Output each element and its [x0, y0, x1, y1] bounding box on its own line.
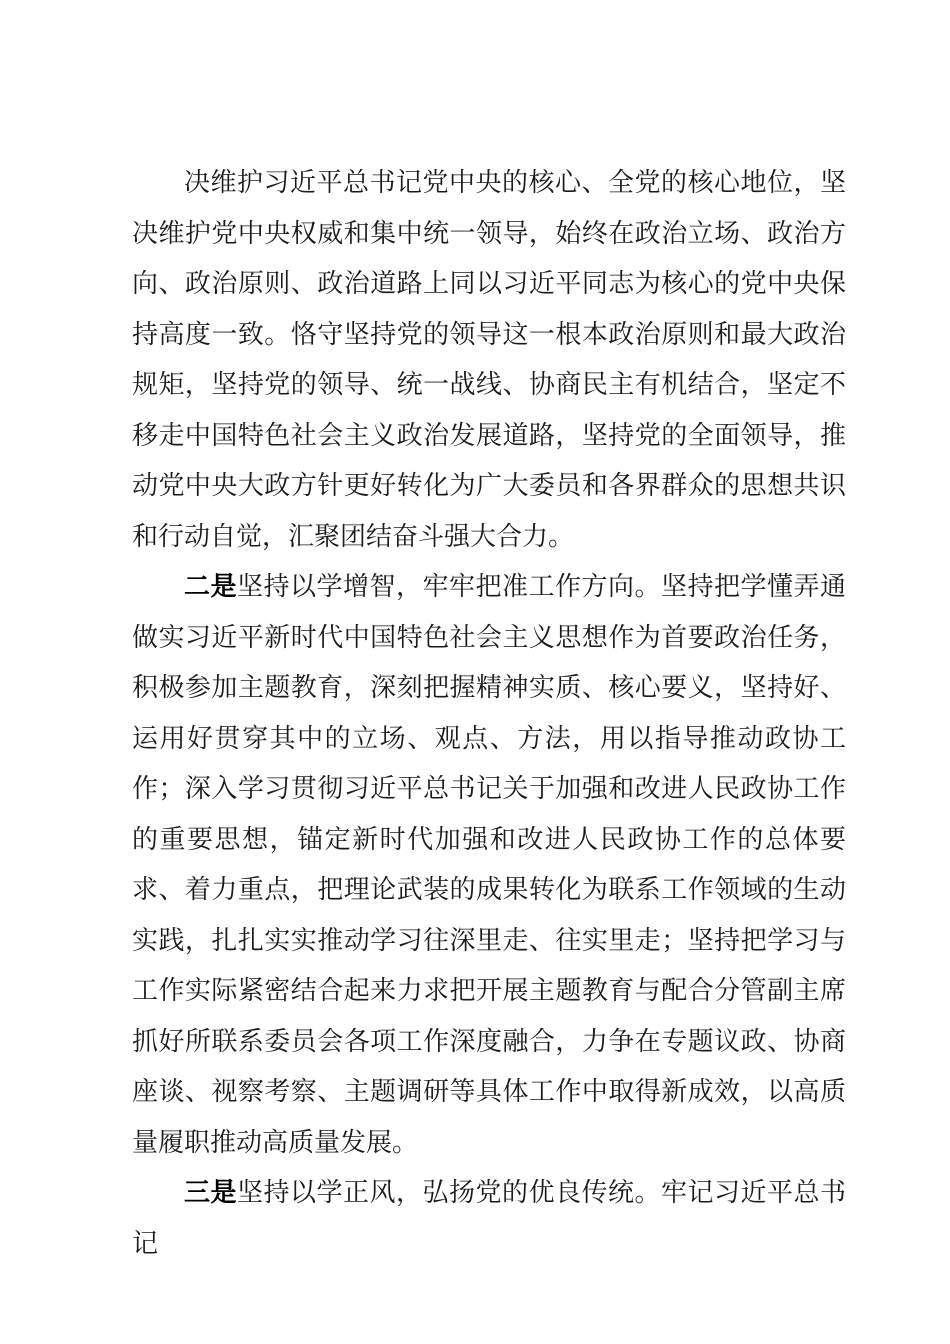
- paragraph-point-three: [132, 1168, 846, 1269]
- paragraph-continuation: 决维护习近平总书记党中央的核心、全党的核心地位，坚决维护党中央权威和集中统一领导，始终在政治立场、政治方向、政治原则、政治道路上同以习近平同志为核心的党中央保持高度一致。恪守坚持党的领导这一根本政治原则和最大政治规矩，坚持党的领导、统一战线、协商民主有机结合，坚定不移走中国特色社会主义政治发展道路，坚持党的全面领导，推动党中央大政方针更好转化为广大委员和各界群众的思想共识和行动自觉，汇聚团结奋斗强大合力。: [132, 168, 846, 552]
- paragraph-point-two: [132, 562, 846, 1168]
- paragraph-lead-three: 三是: [184, 1178, 237, 1208]
- paragraph-lead-two: 二是: [184, 572, 237, 602]
- paragraph-text-three: 坚持以学正风，弘扬党的优良传统。牢记习近平总书记: [132, 1178, 846, 1259]
- document-body: [132, 158, 846, 1269]
- paragraph-text-two: 坚持以学增智，牢牢把准工作方向。坚持把学懂弄通做实习近平新时代中国特色社会主义思想作为首要政治任务，积极参加主题教育，深刻把握精神实质、核心要义，坚持好、运用好贯穿其中的立场、观点、方法，用以指导推动政协工作；深入学习贯彻习近平总书记关于加强和改进人民政协工作的重要思想，锚定新时代加强和改进人民政协工作的总体要求、着力重点，把理论武装的成果转化为联系工作领域的生动实践，扎扎实实推动学习往深里走、往实里走；坚持把学习与工作实际紧密结合起来力求把开展主题教育与配合分管副主席抓好所联系委员会各项工作深度融合，力争在专题议政、协商座谈、视察考察、主题调研等具体工作中取得新成效，以高质量履职推动高质量发展。: [132, 572, 846, 1158]
